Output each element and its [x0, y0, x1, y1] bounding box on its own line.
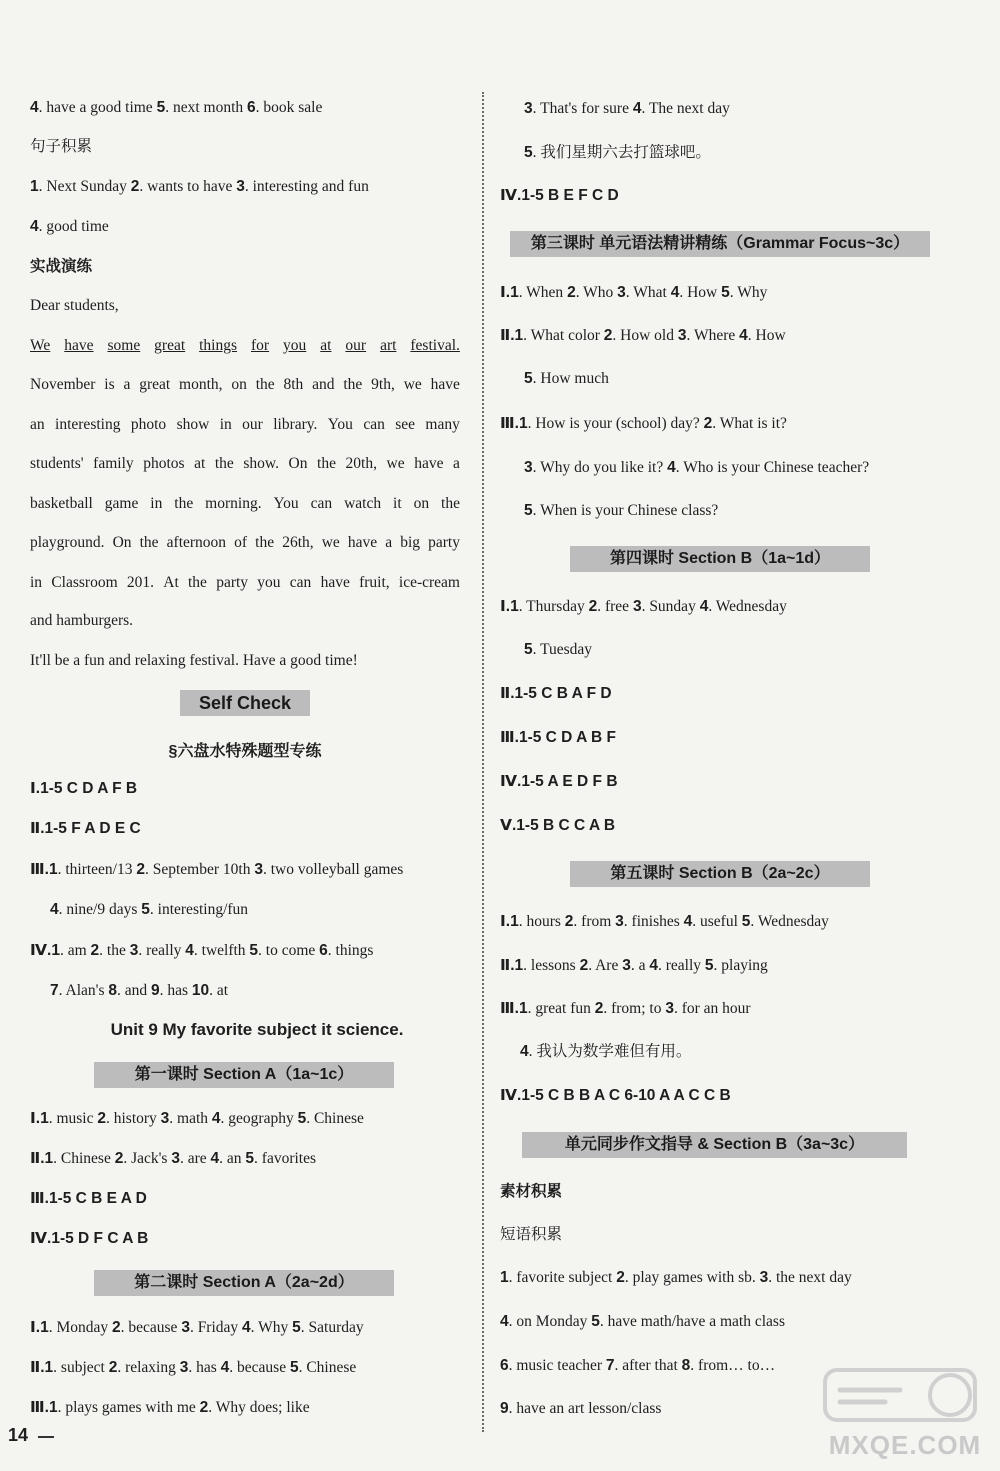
answer-line: Ⅰ.1. Thursday 2. free 3. Sunday 4. Wednesday	[500, 598, 787, 615]
watermark-icon	[815, 1360, 995, 1430]
answer-line: Ⅴ.1-5 B C C A B	[500, 817, 616, 834]
answer-line: Ⅱ.1-5 F A D E C	[30, 820, 141, 837]
answer-line: Ⅳ.1. am 2. the 3. really 4. twelfth 5. to come 6. things	[30, 942, 374, 959]
answer-line: 1. favorite subject 2. play games with sb. 3. the next day	[500, 1269, 852, 1286]
answer-line: Ⅲ.1. great fun 2. from; to 3. for an hour	[500, 1000, 751, 1017]
essay-line: and hamburgers.	[30, 612, 134, 629]
answer-line: 4. have a good time 5. next month 6. book sale	[30, 99, 323, 116]
essay-line: We have some great things for you at our art festival.	[30, 337, 460, 354]
essay-line: students' family photos at the show. On the 20th, we have a	[30, 455, 460, 472]
page-number-dash	[38, 1436, 54, 1438]
answer-line: Ⅲ.1. How is your (school) day? 2. What is it?	[500, 415, 787, 432]
answer-line: Ⅰ.1-5 C D A F B	[30, 780, 138, 797]
banner-unit-writing: 单元同步作文指导 & Section B（3a~3c）	[522, 1132, 907, 1158]
answer-line: Ⅱ.1. Chinese 2. Jack's 3. are 4. an 5. favorites	[30, 1150, 317, 1167]
answer-line: Ⅰ.1. hours 2. from 3. finishes 4. useful 5. Wednesday	[500, 913, 829, 930]
page-number: 14	[8, 1425, 29, 1445]
answer-line: 4. on Monday 5. have math/have a math class	[500, 1313, 785, 1330]
essay-line: playground. On the afternoon of the 26th, we have a big party	[30, 534, 460, 551]
answer-line: Ⅱ.1. What color 2. How old 3. Where 4. How	[500, 327, 786, 344]
answer-line: 4. 我认为数学难但有用。	[520, 1043, 692, 1060]
essay-line: basketball game in the morning. You can watch it on the	[30, 495, 460, 512]
answer-line: 5. When is your Chinese class?	[524, 502, 719, 519]
answer-line: Ⅰ.1. When 2. Who 3. What 4. How 5. Why	[500, 284, 768, 301]
answer-line: Ⅳ.1-5 A E D F B	[500, 773, 618, 790]
answer-line: Ⅰ.1. Monday 2. because 3. Friday 4. Why 5. Saturday	[30, 1319, 364, 1336]
special-practice-heading: §六盘水特殊题型专练	[168, 743, 322, 760]
answer-line: Ⅲ.1-5 C D A B F	[500, 729, 616, 746]
answer-line: 4. nine/9 days 5. interesting/fun	[50, 901, 249, 918]
answer-line: 3. Why do you like it? 4. Who is your Chinese teacher?	[524, 459, 870, 476]
banner-lesson-3: 第三课时 单元语法精讲精练（Grammar Focus~3c）	[510, 231, 930, 257]
answer-line: 5. 我们星期六去打篮球吧。	[524, 144, 711, 161]
answer-line: Ⅳ.1-5 D F C A B	[30, 1230, 149, 1247]
answer-line: Ⅲ.1. plays games with me 2. Why does; like	[30, 1399, 310, 1416]
section-heading-materials: 素材积累	[500, 1183, 563, 1200]
watermark-logo	[815, 1360, 995, 1465]
banner-lesson-1: 第一课时 Section A（1a~1c）	[94, 1062, 394, 1088]
answer-line: Ⅱ.1-5 C B A F D	[500, 685, 612, 702]
section-heading-sentences: 句子积累	[30, 138, 93, 155]
answer-line: 4. good time	[30, 218, 109, 235]
answer-line: 3. That's for sure 4. The next day	[524, 100, 730, 117]
answer-line: Ⅳ.1-5 C B B A C 6-10 A A C C B	[500, 1087, 731, 1104]
essay-line: in Classroom 201. At the party you can have fruit, ice-cream	[30, 574, 460, 591]
answer-line: Ⅱ.1. lessons 2. Are 3. a 4. really 5. playing	[500, 957, 768, 974]
essay-closing: It'll be a fun and relaxing festival. Have a good time!	[30, 652, 358, 669]
essay-line: an interesting photo show in our library. You can see many	[30, 416, 460, 433]
answer-line: 7. Alan's 8. and 9. has 10. at	[50, 982, 229, 999]
section-heading-practice: 实战演练	[30, 258, 93, 275]
answer-line: Ⅰ.1. music 2. history 3. math 4. geography 5. Chinese	[30, 1110, 364, 1127]
answer-line: 5. Tuesday	[524, 641, 593, 658]
unit-title: Unit 9 My favorite subject it science.	[110, 1020, 404, 1039]
essay-line: November is a great month, on the 8th and the 9th, we have	[30, 376, 460, 393]
watermark-text: MXQE.COM	[828, 1430, 982, 1460]
banner-lesson-5: 第五课时 Section B（2a~2c）	[570, 861, 870, 887]
answer-line: 6. music teacher 7. after that 8. from… to…	[500, 1357, 776, 1374]
answer-line: 1. Next Sunday 2. wants to have 3. interesting and fun	[30, 178, 369, 195]
essay-greeting: Dear students,	[30, 297, 119, 314]
column-divider	[482, 92, 484, 1432]
answer-line: Ⅲ.1. thirteen/13 2. September 10th 3. two volleyball games	[30, 861, 404, 878]
section-heading-phrases: 短语积累	[500, 1226, 563, 1243]
answer-line: 5. How much	[524, 370, 609, 387]
answer-line: 9. have an art lesson/class	[500, 1400, 662, 1417]
answer-line: Ⅲ.1-5 C B E A D	[30, 1190, 147, 1207]
banner-self-check: Self Check	[180, 690, 310, 716]
banner-lesson-2: 第二课时 Section A（2a~2d）	[94, 1270, 394, 1296]
answer-line: Ⅳ.1-5 B E F C D	[500, 187, 619, 204]
answer-line: Ⅱ.1. subject 2. relaxing 3. has 4. because 5. Chinese	[30, 1359, 357, 1376]
banner-lesson-4: 第四课时 Section B（1a~1d）	[570, 546, 870, 572]
